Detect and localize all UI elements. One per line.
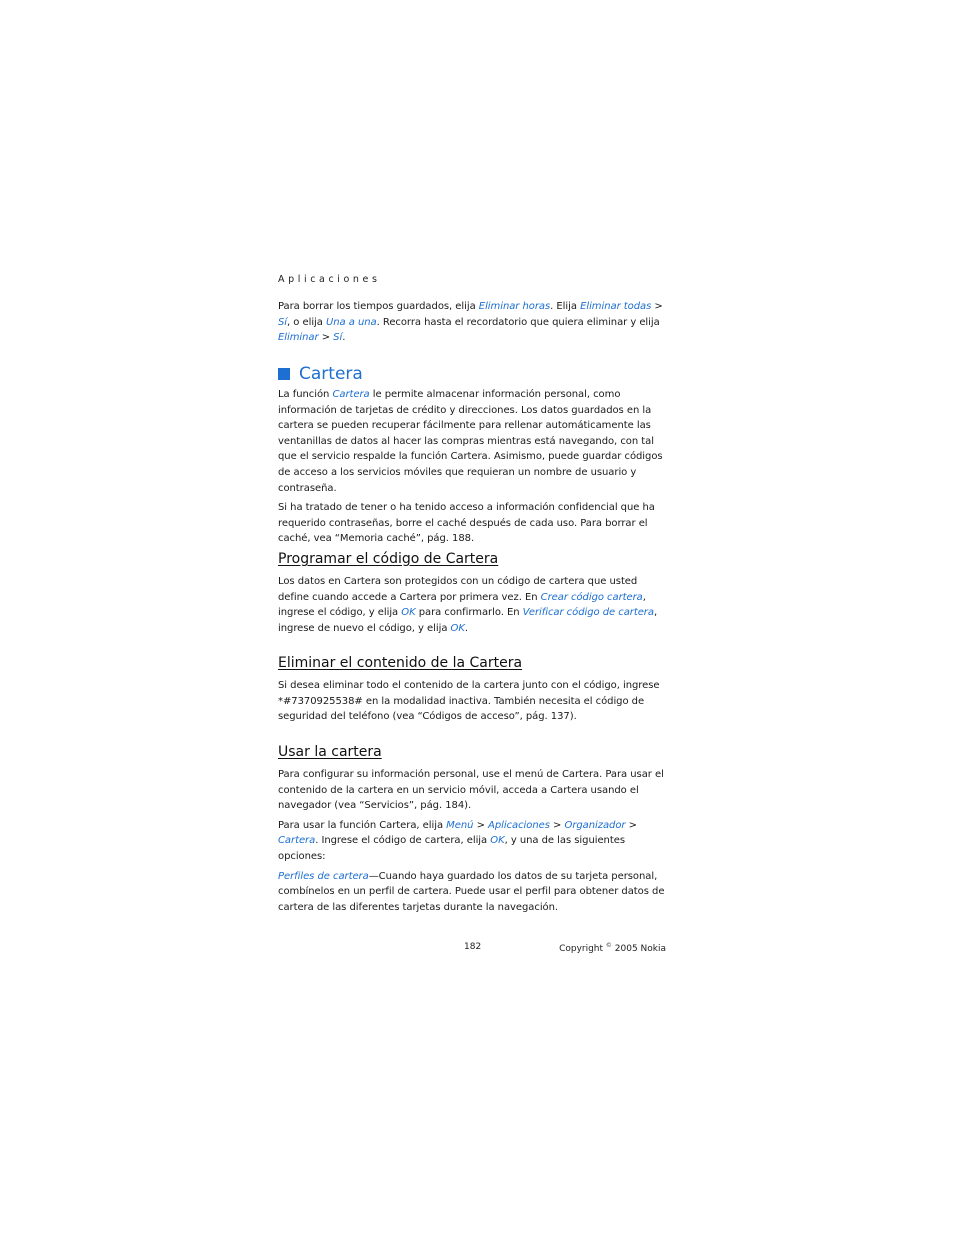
text-run: . xyxy=(464,622,469,634)
text-run: > xyxy=(473,819,489,831)
text-run: . xyxy=(342,332,346,344)
link-ok: OK xyxy=(401,607,416,619)
text-run: Para usar la función Cartera, elija xyxy=(278,819,447,831)
eliminar-body xyxy=(278,678,668,725)
text-run: para confirmarlo. En xyxy=(415,607,523,619)
subheading-programar-codigo: Programar el código de Cartera xyxy=(278,551,499,567)
usar-paragraph-2 xyxy=(278,818,668,865)
link-verificar-codigo-cartera: Verificar código de cartera xyxy=(522,607,654,619)
text-run: Los datos en Cartera son protegidos con un código de cartera que usted define cuando accede a Cartera por primera vez. En xyxy=(278,576,638,603)
text-run: . Recorra hasta el recordatorio que quiera eliminar y elija xyxy=(376,316,660,328)
section-title-text: Cartera xyxy=(299,364,363,384)
subheading-eliminar-contenido: Eliminar el contenido de la Cartera xyxy=(278,655,523,671)
text-run: . Ingrese el código de cartera, elija xyxy=(315,835,491,847)
usar-paragraph-3 xyxy=(278,869,668,916)
copyright-symbol: © xyxy=(605,942,612,949)
usar-body xyxy=(278,767,668,915)
link-crear-codigo-cartera: Crear código cartera xyxy=(540,591,643,603)
usar-paragraph-1: Para configurar su información personal, use el menú de Cartera. Para usar el contenido de la cartera en un servicio móvil, acceda a Cartera usando el navegador (vea “Servicios”, pág. 184). xyxy=(278,769,664,812)
running-header: Aplicaciones xyxy=(278,274,381,285)
link-cartera: Cartera xyxy=(332,389,370,400)
text-run: Para borrar los tiempos guardados, elija xyxy=(278,301,479,312)
eliminar-paragraph: Si desea eliminar todo el contenido de la cartera junto con el código, ingrese *#7370925538# en la modalidad inactiva. También necesita el código de seguridad del teléfono (vea “Códigos de acceso”, pág. 137). xyxy=(278,680,660,723)
link-perfiles-de-cartera: Perfiles de cartera xyxy=(278,870,369,882)
link-eliminar-horas: Eliminar horas xyxy=(478,301,551,312)
copyright-year-brand: 2005 Nokia xyxy=(611,944,666,954)
text-run: > xyxy=(625,819,637,831)
text-run: , y una de las siguientes opciones: xyxy=(278,835,625,862)
intro-text xyxy=(278,299,668,346)
subheading-usar-cartera: Usar la cartera xyxy=(278,744,382,760)
section-square-icon xyxy=(278,368,290,380)
section-cartera-body xyxy=(278,387,668,547)
programar-body xyxy=(278,574,668,636)
text-run: , o elija xyxy=(287,316,326,328)
text-run: —Cuando haya guardado los datos de su tarjeta personal, combínelos en un perfil de cartera. Puede usar el perfil para obtener datos de cartera de las diferentes tarjetas durante la navegación. xyxy=(278,870,665,913)
cartera-paragraph-1 xyxy=(278,387,668,496)
link-cartera: Cartera xyxy=(278,835,316,847)
link-una-a-una: Una a una xyxy=(325,316,377,328)
section-title-cartera xyxy=(278,364,363,384)
copyright-text: Copyright xyxy=(559,944,606,954)
text-run: , ingrese de nuevo el código, y elija xyxy=(278,607,658,634)
link-ok: OK xyxy=(490,835,505,847)
programar-paragraph xyxy=(278,574,668,636)
link-si: Sí xyxy=(333,332,343,344)
text-run: . Elija xyxy=(550,301,581,312)
text-run: > xyxy=(549,819,565,831)
copyright-notice xyxy=(559,942,666,954)
link-si: Sí xyxy=(278,316,288,328)
text-run: > xyxy=(318,332,334,344)
text-run: La función xyxy=(278,389,333,400)
link-aplicaciones: Aplicaciones xyxy=(488,819,550,831)
text-run: > xyxy=(651,301,663,312)
intro-paragraph xyxy=(278,299,668,346)
text-run: , ingrese el código, y elija xyxy=(278,591,646,619)
link-eliminar: Eliminar xyxy=(278,332,319,344)
text-run: le permite almacenar información personal, como información de tarjetas de crédito y direcciones. Los datos guardados en la cartera se pueden recuperar fácilmente para rellenar automáticamente las ventanillas de datos al hacer las compras mientras está navegando, con tal que el servicio respalde la función Cartera. Asimismo, puede guardar códigos de acceso a los servicios móviles que requieran un nombre de usuario y contraseña. xyxy=(278,389,663,494)
link-organizador: Organizador xyxy=(564,819,626,831)
link-menu: Menú xyxy=(446,819,474,831)
page-number: 182 xyxy=(464,942,482,952)
link-ok: OK xyxy=(450,622,465,634)
link-eliminar-todas: Eliminar todas xyxy=(580,301,652,312)
cartera-paragraph-2: Si ha tratado de tener o ha tenido acceso a información confidencial que ha requerido contraseñas, borre el caché después de cada uso. Para borrar el caché, vea “Memoria caché”, pág. 188. xyxy=(278,502,655,545)
